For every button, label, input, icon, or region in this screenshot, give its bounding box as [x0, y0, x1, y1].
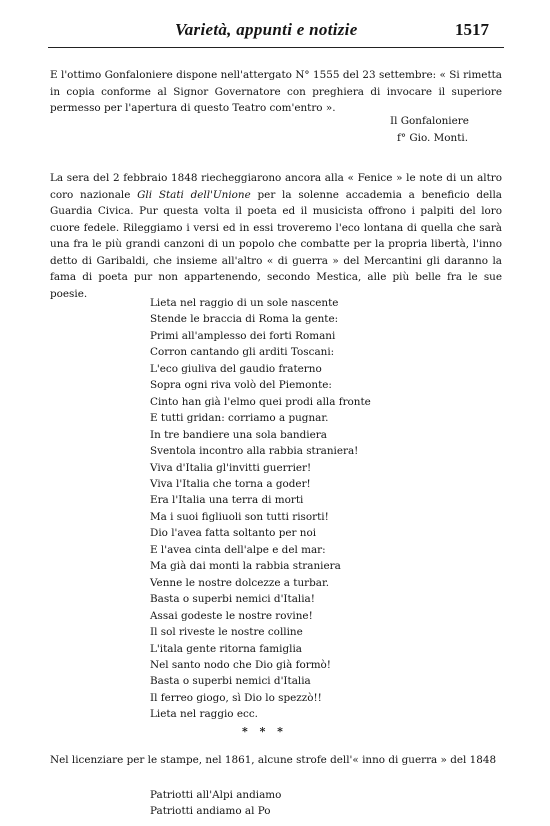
poem-line: Lieta nel raggio di un sole nascente — [150, 297, 339, 309]
poem-line: L'eco giuliva del gaudio fraterno — [150, 362, 322, 375]
poem-line: Viva l'Italia che torna a goder! — [150, 477, 311, 490]
poem-line: L'itala gente ritorna famiglia — [150, 642, 302, 655]
poem-line: In tre bandiere una sola bandiera — [150, 428, 327, 441]
poem-line: Primi all'amplesso dei forti Romani — [150, 329, 336, 342]
page-number: 1517 — [455, 20, 489, 39]
poem-line: Basta o superbi nemici d'Italia — [150, 675, 311, 688]
poem-inno-di-guerra — [150, 787, 281, 819]
poem-line: Lieta nel raggio ecc. — [150, 708, 258, 721]
poem-line: Corron cantando gli arditi Toscani: — [150, 346, 335, 359]
poem-line: Venne le nostre dolcezze a turbar. — [150, 576, 330, 589]
poem-line: Patriotti andiamo al Po — [150, 805, 271, 817]
header-rule — [48, 47, 504, 48]
work-title: Gli Stati dell'Unione — [137, 188, 251, 201]
poem-line: Dio l'avea fatta soltanto per noi — [150, 527, 317, 540]
running-header — [0, 16, 550, 42]
poem-line: E tutti gridan: corriamo a pugnar. — [150, 412, 329, 425]
paragraph-gonfaloniere: E l'ottimo Gonfaloniere dispone nell'attergato N° 1555 del 23 settembre: « Si rimetta in copia conforme al Signor Governatore con preghiera di invocare il superiore permesso per l'apertura di questo Teatro com'entro ». — [50, 69, 502, 114]
poem-line: Era l'Italia una terra di morti — [150, 494, 304, 507]
poem-line: Sventola incontro alla rabbia straniera! — [150, 445, 359, 458]
section-asterism: * * * — [242, 725, 287, 738]
paragraph-fenice: La sera del 2 febbraio 1848 riecheggiarono ancora alla « Fenice » le note di un altro coro nazionale Gli Stati dell'Unione per la solenne accademia a beneficio della Guardia Civica. Pur questa volta il poeta ed il musicista offrono i palpiti del loro cuore fedele. Rileggiamo i versi ed in essi troveremo l'eco lontana di quella che sarà una fra le più grandi canzoni di un popolo che combatte per la propria libertà, l'inno detto di Garibaldi, che insieme all'altro « di guerra » del Mercantini gli daranno la fama di poeta pur non appartenendo, secondo Mestica, alle più belle fra le sue poesie. — [50, 172, 502, 300]
poem-line: Viva d'Italia gl'invitti guerrier! — [150, 461, 312, 474]
poem-line: Assai godeste le nostre rovine! — [150, 609, 313, 622]
signature-name: f° Gio. Monti. — [397, 132, 469, 144]
paragraph-licenziare: Nel licenziare per le stampe, nel 1861, alcune strofe dell'« inno di guerra » del 1848 — [50, 754, 497, 766]
poem-line: Ma già dai monti la rabbia straniera — [150, 560, 341, 573]
poem-line: Stende le braccia di Roma la gente: — [150, 313, 339, 326]
signature-title: Il Gonfaloniere — [390, 115, 469, 127]
poem-line: Cinto han già l'elmo quei prodi alla fronte — [150, 395, 371, 408]
poem-line: Patriotti all'Alpi andiamo — [150, 789, 282, 801]
poem-stati-dell-unione — [150, 295, 430, 723]
poem-line: Nel santo nodo che Dio già formò! — [150, 658, 331, 671]
poem-line: Il sol riveste le nostre colline — [150, 626, 303, 639]
poem-line: E l'avea cinta dell'alpe e del mar: — [150, 543, 326, 556]
running-header-title: Varietà, appunti e notizie — [175, 20, 358, 39]
poem-line: Sopra ogni riva volò del Piemonte: — [150, 379, 332, 392]
poem-line: Il ferreo giogo, sì Dio lo spezzò!! — [150, 691, 322, 704]
poem-line: Basta o superbi nemici d'Italia! — [150, 593, 315, 606]
poem-line: Ma i suoi figliuoli son tutti risorti! — [150, 510, 329, 523]
